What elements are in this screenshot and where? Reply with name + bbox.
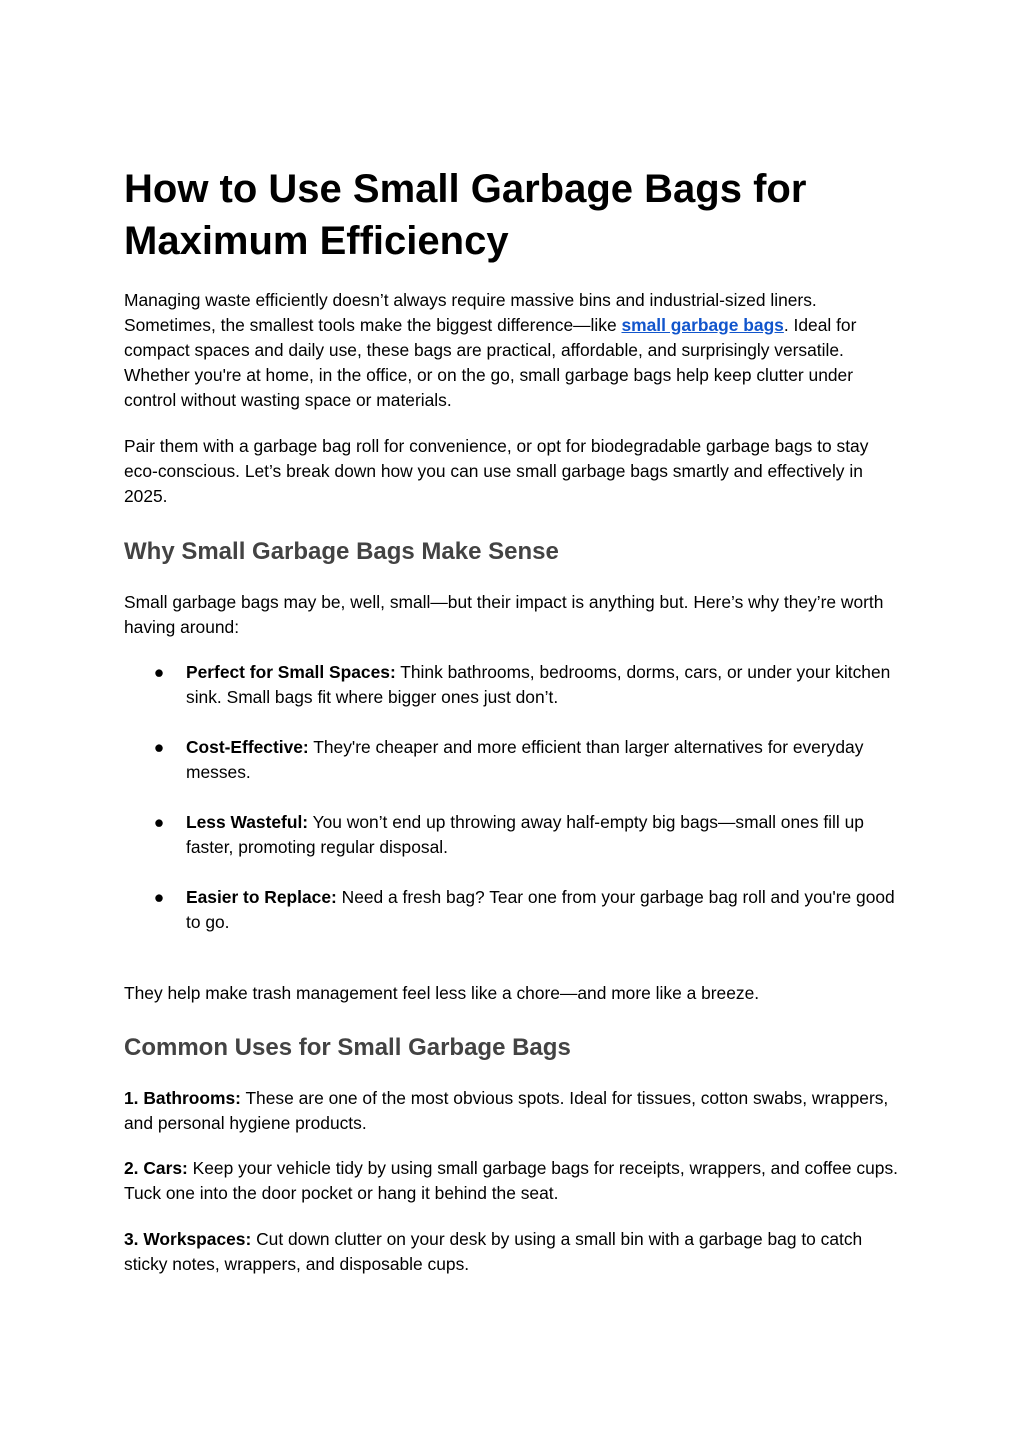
bullet-icon: ● — [153, 737, 165, 757]
use-item-body: These are one of the most obvious spots. Ideal for tissues, cotton swabs, wrappers, and personal hygiene products. — [124, 1088, 889, 1133]
small-garbage-bags-link[interactable]: small garbage bags — [621, 315, 784, 335]
section1-intro: Small garbage bags may be, well, small—but their impact is anything but. Here’s why they’re worth having around: — [124, 592, 884, 637]
use-item-workspaces — [124, 1227, 904, 1277]
use-item-body: Cut down clutter on your desk by using a small bin with a garbage bag to catch sticky notes, wrappers, and disposable cups. — [124, 1229, 863, 1274]
list-item-text — [186, 885, 902, 935]
use-item-bathrooms — [124, 1086, 904, 1136]
list-item-body: Need a fresh bag? Tear one from your garbage bag roll and you're good to go. — [186, 887, 895, 932]
list-item-text — [186, 735, 902, 785]
use-item-body: Keep your vehicle tidy by using small garbage bags for receipts, wrappers, and coffee cups. Tuck one into the door pocket or hang it behind the seat. — [124, 1158, 898, 1203]
section-heading-common-uses: Common Uses for Small Garbage Bags — [124, 1034, 571, 1061]
use-item-label: 2. Cars: — [124, 1158, 188, 1178]
intro-paragraph-1 — [124, 288, 904, 413]
bullet-icon: ● — [153, 662, 165, 682]
list-item-body: You won’t end up throwing away half-empty big bags—small ones fill up faster, promoting regular disposal. — [186, 812, 864, 857]
intro-p1-text-before: Managing waste efficiently doesn’t always require massive bins and industrial-sized liners. Sometimes, the smallest tools make the biggest difference—like — [124, 290, 817, 335]
list-item-body: They're cheaper and more efficient than larger alternatives for everyday messes. — [186, 737, 864, 782]
page-title: How to Use Small Garbage Bags for Maximum Efficiency — [124, 167, 807, 263]
use-item-cars — [124, 1156, 904, 1206]
use-item-label: 3. Workspaces: — [124, 1229, 252, 1249]
list-item-label: Easier to Replace: — [186, 887, 337, 907]
bullet-icon: ● — [153, 887, 165, 907]
list-item-label: Less Wasteful: — [186, 812, 309, 832]
intro-p1-text-after: . Ideal for compact spaces and daily use, these bags are practical, affordable, and surprisingly versatile. Whether you're at home, in the office, or on the go, small garbage bags help keep clutter under control without wasting space or materials. — [124, 315, 857, 410]
list-item-label: Cost-Effective: — [186, 737, 309, 757]
list-item-text — [186, 660, 902, 710]
section-heading-why: Why Small Garbage Bags Make Sense — [124, 538, 559, 565]
list-item-label: Perfect for Small Spaces: — [186, 662, 396, 682]
section1-closing: They help make trash management feel less like a chore—and more like a breeze. — [124, 983, 760, 1003]
list-item-body: Think bathrooms, bedrooms, dorms, cars, or under your kitchen sink. Small bags fit where bigger ones just don’t. — [186, 662, 891, 707]
list-item-text — [186, 810, 902, 860]
bullet-icon: ● — [153, 812, 165, 832]
use-item-label: 1. Bathrooms: — [124, 1088, 241, 1108]
intro-paragraph-2: Pair them with a garbage bag roll for convenience, or opt for biodegradable garbage bags to stay eco-conscious. Let’s break down how you can use small garbage bags smartly and effectively in 2025. — [124, 436, 869, 506]
